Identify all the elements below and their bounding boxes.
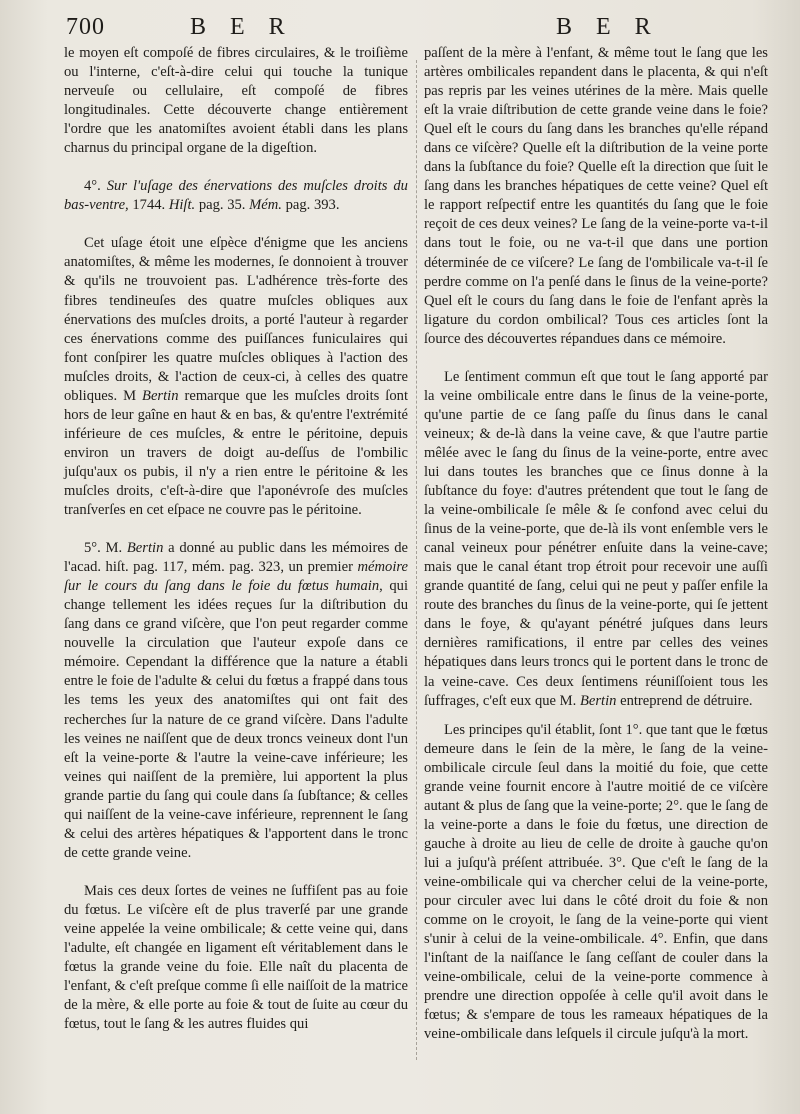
author-name: Bertin (142, 387, 179, 404)
citation-hist: Hiſt. (165, 197, 196, 214)
column-divider (416, 60, 418, 1060)
citation-page: pag. 35. (195, 197, 246, 214)
paragraph-common-opinion (424, 368, 768, 711)
paragraph-text: entreprend de détruire. (616, 692, 753, 709)
paragraph-principles: Les principes qu'il établit, ſont 1°. que tant que le fœtus demeure dans le ſein de la mère, le ſang de la veine-ombilicale circule ſeul dans la moitié du foie, que cette grande veine fournit encore à l'autre moitié de ce viſcère autant & plus de ſang que la veine-porte; 2°. que le ſang de la veine-porte a dans le foie du fœtus, une direction de gauche à droite au lieu de celle de droite à gauche qu'on lui a juſqu'à préſent attribuée. 3°. Que c'eſt le ſang de la veine-ombilicale qui va chercher celui de la veine-porte, pour circuler avec lui dans le côté droit du foie & non comme on le croyoit, le ſang de la veine-porte qui vient s'unir à celui de la veine-ombilicale. 4°. Enfin, que dans l'inſtant de la naiſſance le ſang ceſſant de couler dans la veine-ombilicale, celui de la veine-porte commence à prendre une direction oppoſée à celle qu'il avoit dans le fœtus; & s'empare de tous les rameaux hépatiques de la veine-ombilicale dans leſquels il circule juſqu'à la mort. (424, 721, 768, 1043)
paragraph-text: Le ſentiment commun eſt que tout le ſang apporté par la veine ombilicale entre dans le ſinus de la veine-porte, qu'une partie de ce ſang paſſe du ſinus dans le canal veineux; & de-là dans la veine cave, & que l'autre partie mêlée avec le ſang du ſinus de la veine-porte, entre avec lui dans toutes les branches que ce ſinus donne à la ſubſtance du foye: d'autres prétendent que tout le ſang de la veine-ombilicale ſe mêle & ſe confond avec celui du ſinus de la veine-porte, que de-là ils vont enſemble vers le canal veineux pour pénétrer enſuite dans la veine-cave; mais que le canal étant trop étroit pour recevoir une auſſi grande quantité de ſang, celui qui ne peut y paſſer enfile la route des branches du ſinus de la veine-porte, qui ſe jettent dans le foye, & qu'ayant pénétré juſques dans leurs dernières ramifications, il entre par celles des veines hépatiques dans leurs troncs qui le portent dans le tronc de la veine-cave. Ces deux ſentimens réuniſſoient tous les ſuffrages, c'eſt eux que M. (424, 368, 768, 709)
paragraph-heading-enervations (64, 177, 408, 215)
author-name: Bertin (579, 692, 617, 709)
name-prefix: M (123, 387, 143, 404)
author-name: Bertin (126, 540, 164, 557)
paragraph-text: Cet uſage étoit une eſpèce d'énigme que les anciens anatomiſtes, & même les modernes, ſe donnoient à trouver & qu'ils ne trouvoient pas. L'adhérence très-forte des fibres tendineuſes des quatre muſcles obliques aux énervations des muſcles droits, a porté l'auteur à regarder ces énervations comme des puiſſances funiculaires qui font conſpirer les quatre muſcles obliques à l'action des muſcles droits, & l'action de ceux-ci, à celles des quatre obliques. (64, 235, 408, 404)
page-number: 700 (66, 14, 105, 40)
running-head-right: B E R (556, 14, 660, 40)
memoir-title: mémoire ſur le cours du ſang dans le foie du fœtus humain (64, 559, 408, 595)
citation-mem: Mém. (245, 197, 282, 214)
paragraph-text: , qui change tellement les idées reçues ſur la diſtribution du ſang dans ce grand viſcère, que l'on peut regarder comme nouvelle la circulation que l'auteur expoſe dans ce mémoire. Cependant la différence que la nature a établi entre le foie de l'adulte & celui du fœtus a frappé dans tous les tems les yeux des anatomiſtes qui ont fait des recherches ſur la nature de ce grand viſcère. Dans l'adulte les veines ne naiſſent que de deux troncs veineux dont l'un eſt la veine-porte & l'autre la veine-cave inférieure; les veines qui naiſſent de la première, lui apportent la plus grande partie du ſang qui coule dans ſa ſubſtance; & celles qui naiſſent de la veine-cave inférieure, reprennent le ſang & celui des artères hépatiques & l'apportent dans le tronc de cette grande veine. (64, 578, 408, 861)
paragraph-questions: paſſent de la mère à l'enfant, & même tout le ſang que les artères ombilicales repandent dans le placenta, & qui n'eſt pas repris par les veines utérines de la mère. Mais quelle eſt la vraie diſtribution de cette grande veine dans le foie? Quel eſt le cours du ſang dans les branches qu'elle répand dans ce viſcère? Quelle eſt la diſtribution de la veine porte dans la ſubſtance du foie? Quelle eſt la direction que ſuit le ſang dans les branches hépatiques de cette veine? Quel eſt le rapport reſpectif entre les quantités du ſang que le foie reçoit de ces deux veines? Le ſang de la veine-porte va-t-il dans tout le foie, ou ne va-t-il que dans une portion déterminée de ce viſcere? Le ſang de l'ombilicale va-t-il ſe perdre comme on l'a penſé dans le ſinus de la veine-porte? Quel eſt le cours du ſang dans le foie de l'enfant après la ligature du cordon ombilical? Tous ces articles ſont la ſource des découvertes répandues dans ce mémoire. (424, 45, 768, 347)
paragraph-stomach-continued: le moyen eſt compoſé de fibres circulaires, & le troiſième ou l'interne, c'eſt-à-dire celui qui touche la tunique nerveuſe ou cellulaire, eſt compoſé de fibres longitudinales. Cette découverte change entièrement l'ordre que les anatomiſtes avoient établi dans les plans charnus du principal organe de la digeſtion. (64, 45, 408, 157)
paragraph-text: a donné au public dans les mémoires de l'acad. hiſt. pag. 117, mém. pag. 323, un premier (64, 540, 408, 576)
paragraph-enervations-body (64, 234, 408, 520)
citation-mem-page: pag. 393. (281, 197, 340, 214)
citation-year: 1744. (128, 197, 166, 214)
item-number: 4°. (84, 178, 101, 195)
page-header (0, 10, 800, 44)
left-column (64, 44, 408, 1034)
item-number: 5°. M. (84, 540, 127, 557)
paragraph-umbilical-vein: Mais ces deux ſortes de veines ne ſuffiſent pas au foie du fœtus. Le viſcère eſt de plus traverſé par une grande veine appelée la veine ombilicale; & cette veine qui, dans l'adulte, eſt changée en ligament eſt véritablement dans le fœtus la grande veine du foie. Elle naît du placenta de l'enfant, & c'eſt preſque comme ſi elle naiſſoit de la matrice de la mère, & elle porte au foie & tout de ſuite au cœur du fœtus, tout le ſang & les autres fluides qui (64, 882, 408, 1033)
memoir-title: Sur l'uſage des énervations des muſcles droits du bas-ventre, (64, 178, 408, 214)
running-head-left: B E R (190, 14, 294, 40)
paragraph-text: remarque que les muſcles droits ſont hors de leur gaîne en haut & en bas, & qu'entre l'extrémité inférieure de ces muſcles, & entre le péritoine, depuis environ un travers de doigt au-deſſus de l'ombilic juſqu'aux os pubis, il n'y a rien entre le péritoine & les muſcles droits, c'eſt-à-dire que l'aponévroſe des muſcles tranſverſes en cet eſpace ne couvre pas le péritoine. (64, 387, 409, 519)
paragraph-fetal-liver (64, 539, 408, 863)
right-column (424, 44, 768, 1044)
